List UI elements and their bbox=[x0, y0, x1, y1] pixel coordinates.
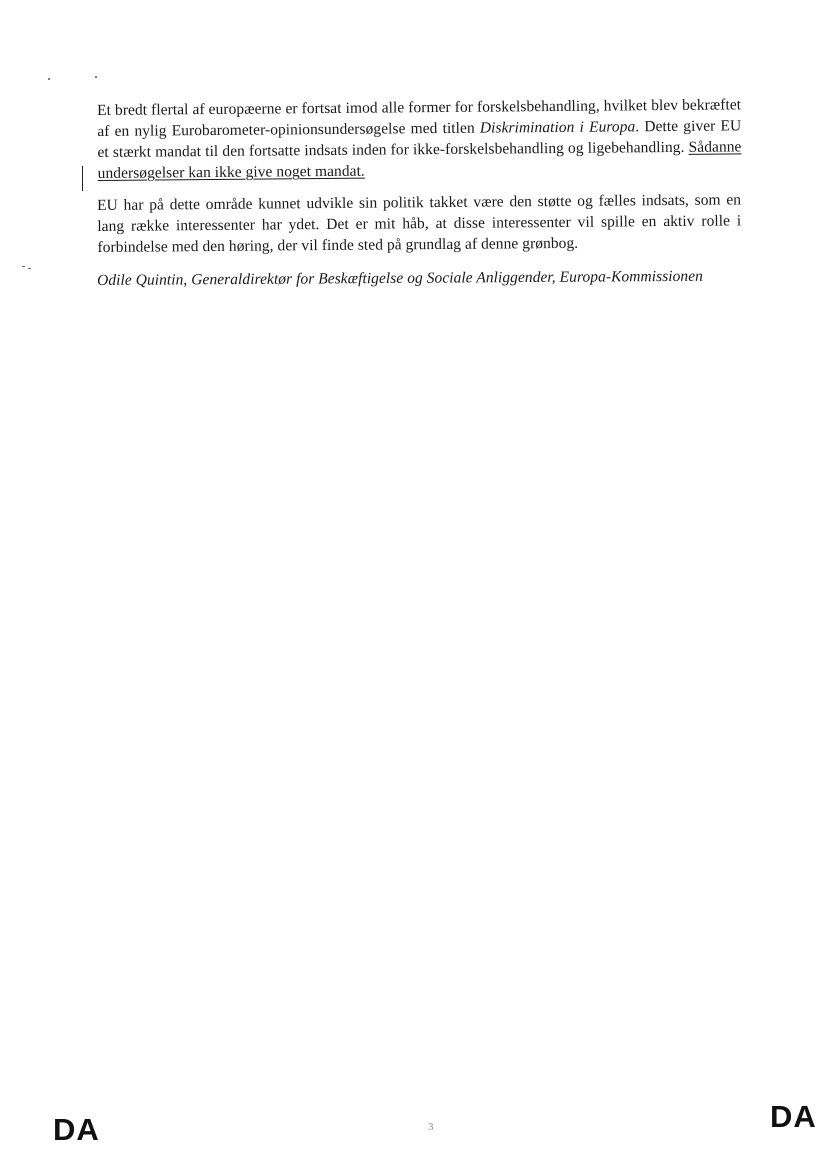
scan-speck bbox=[22, 266, 25, 267]
paragraph-intro-text-a: Et bredt flertal af europæerne er fortsat imod alle former for forskelsbehandling, hvilket blev bekræftet af en nylig Eurobarometer-opinionsundersøgelse med titlen bbox=[97, 96, 742, 140]
scan-speck bbox=[95, 76, 97, 78]
paragraph-stakeholders: EU har på dette område kunnet udvikle sin politik takket være den støtte og fælles indsats, som en lang række interessenter har ydet. Det er mit håb, at disse interessenter vil spille en aktiv rolle i forbindelse med den høring, der vil finde sted på grundlag af denne grønbog. bbox=[97, 191, 742, 256]
paragraph-intro-text-b: . Dette giver EU et stærkt mandat til den fortsatte indsats inden for ikke-forskelsbehandling og ligebehandling. bbox=[97, 117, 742, 161]
revision-bar bbox=[82, 166, 83, 191]
language-code-right: DA bbox=[770, 1099, 817, 1134]
paragraph-intro bbox=[97, 94, 742, 184]
survey-title: Diskrimination i Europa bbox=[479, 118, 636, 137]
scan-speck bbox=[28, 268, 31, 269]
signature-line: Odile Quintin, Generaldirektør for Beskæftigelse og Sociale Anliggender, Europa-Kommissionen bbox=[97, 267, 703, 289]
scan-speck bbox=[48, 78, 50, 80]
handwritten-annotation: Sådanne undersøgelser kan ikke give noget mandat. bbox=[97, 138, 742, 182]
page-number: 3 bbox=[428, 1121, 434, 1133]
language-code-left: DA bbox=[53, 1112, 100, 1147]
